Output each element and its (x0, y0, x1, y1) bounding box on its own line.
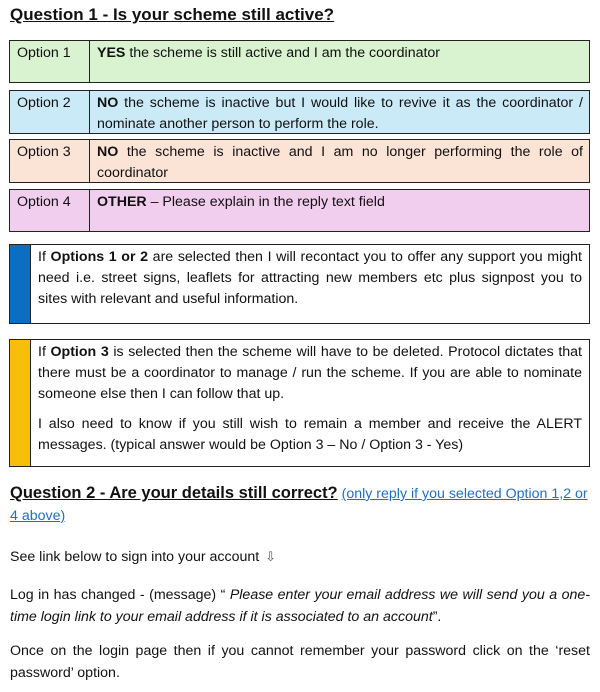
blue-accent-bar (10, 245, 31, 323)
option-description: the scheme is inactive but I would like to revive it as the coordinator / nominate another person to perform the role. (97, 95, 583, 132)
option-description: – Please explain in the reply text field (146, 194, 385, 210)
option-key: OTHER (97, 194, 147, 210)
login-text: ”. (432, 609, 442, 625)
option-key: NO (97, 95, 119, 111)
note-body (31, 340, 589, 466)
note-text: are selected then I will recontact you to offer any support you might need i.e. street signs, leaflets for attracting new members etc plus signpost you to sites with relevant and useful information. (38, 249, 582, 307)
note-body (31, 245, 589, 323)
note-text: If (38, 344, 51, 360)
note-text: is selected then the scheme will have to be deleted. Protocol dictates that there must be a coordinator to manage / run the scheme. If you are able to nominate someone else then I can follow that up. (38, 344, 582, 402)
option-3-row (9, 139, 590, 183)
note-paragraph (38, 342, 582, 405)
option-label: Option 2 (10, 91, 90, 133)
option-2-row (9, 90, 590, 134)
option-label: Option 3 (10, 140, 90, 182)
option-3-note (9, 339, 590, 467)
only-reply-link[interactable]: (only reply if you selected Option 1,2 or 4 above) (10, 486, 588, 524)
option-key: NO (97, 144, 119, 160)
note-paragraph: I also need to know if you still wish to remain a member and receive the ALERT messages. (typical answer would be Option 3 – No / Option 3 - Yes) (38, 416, 582, 453)
option-description: the scheme is inactive and I am no longer performing the role of coordinator (97, 144, 583, 181)
option-text (90, 140, 589, 182)
down-arrow-icon: ⇩ (265, 549, 277, 564)
note-bold: Option 3 (50, 344, 109, 360)
login-changed-paragraph (10, 584, 590, 628)
option-label: Option 1 (10, 41, 90, 82)
note-text: If (38, 249, 51, 265)
login-text: Log in has changed - (message) “ (10, 587, 230, 603)
option-4-row (9, 189, 590, 232)
login-message: Please enter your email address we will send you a one-time login link to your email address if it is associated to an account (10, 587, 590, 625)
reset-password-paragraph: Once on the login page then if you cannot remember your password click on the ‘reset password’ option. (10, 643, 590, 681)
note-bold: Options 1 or 2 (50, 249, 149, 265)
option-1-row (9, 40, 590, 83)
option-text (90, 190, 589, 231)
option-description: the scheme is still active and I am the coordinator (125, 45, 441, 61)
sign-in-paragraph (10, 546, 590, 568)
option-key: YES (97, 45, 126, 61)
question-1-heading: Question 1 - Is your scheme still active? (10, 5, 335, 24)
sign-in-text: See link below to sign into your account (10, 549, 260, 565)
options-1-2-note (9, 244, 590, 324)
yellow-accent-bar (10, 340, 31, 466)
option-text (90, 41, 589, 82)
question-2-heading (10, 482, 590, 527)
option-text (90, 91, 589, 133)
question-2-title: Question 2 - Are your details still correct? (10, 484, 338, 502)
option-label: Option 4 (10, 190, 90, 231)
note-paragraph (38, 247, 582, 310)
